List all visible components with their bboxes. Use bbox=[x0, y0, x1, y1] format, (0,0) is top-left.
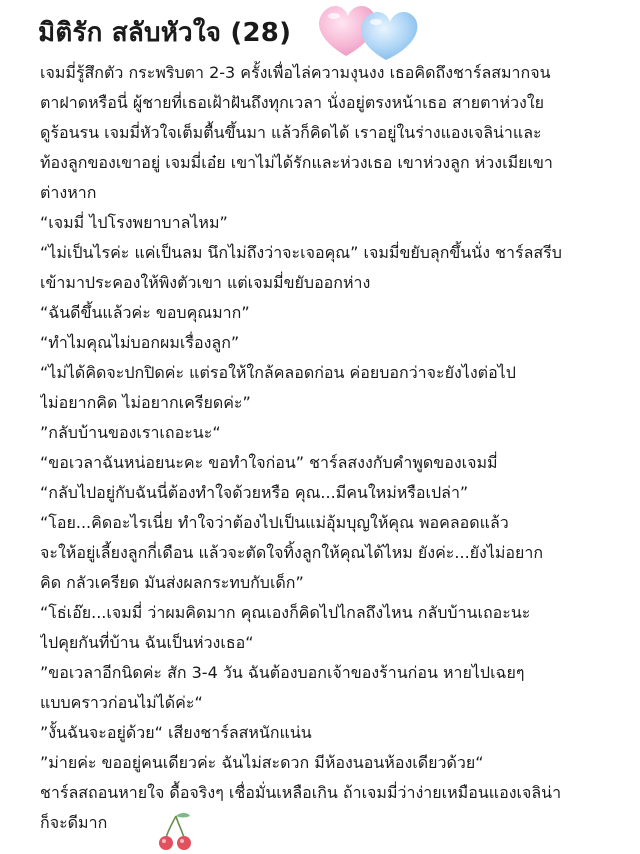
story-line: ชาร์ลสถอนหายใจ ดื้อจริงๆ เชื่อมั่นเหลือเกิน ถ้าเจมมี่ว่าง่ายเหมือนแองเจลิน่า bbox=[40, 783, 562, 802]
story-line: คิด กลัวเครียด มันส่งผลกระทบกับเด็ก” bbox=[40, 573, 304, 592]
story-line: ต่างหาก bbox=[40, 183, 97, 202]
story-line: ไม่อยากคิด ไม่อยากเครียดค่ะ” bbox=[40, 393, 251, 412]
story-line: “ทำไมคุณไม่บอกผมเรื่องลูก” bbox=[40, 333, 240, 352]
story-line: ”กลับบ้านของเราเถอะนะ“ bbox=[40, 423, 221, 442]
story-line: “เจมมี่ ไปโรงพยาบาลไหม” bbox=[40, 213, 228, 232]
story-line: “ไม่เป็นไรค่ะ แค่เป็นลม นึกไม่ถึงว่าจะเจอคุณ” เจมมี่ขยับลุกขึ้นนั่ง ชาร์ลสรีบ bbox=[40, 243, 562, 262]
story-line: ”ขอเวลาอีกนิดค่ะ สัก 3-4 วัน ฉันต้องบอกเจ้าของร้านก่อน หายไปเฉยๆ bbox=[40, 663, 525, 682]
story-line: “โธ่เอ๊ย...เจมมี่ ว่าผมคิดมาก คุณเองก็คิดไปไกลถึงไหน กลับบ้านเถอะนะ bbox=[40, 603, 531, 622]
cherry-icon bbox=[154, 810, 198, 854]
story-line: “ขอเวลาฉันหน่อยนะคะ ขอทำใจก่อน” ชาร์ลสงงกับคำพูดของเจมมี่ bbox=[40, 453, 498, 472]
story-line: ดูร้อนรน เจมมี่หัวใจเต็มตื้นขึ้นมา แล้วก็คิดได้ เราอยู่ในร่างแองเจลิน่าและ bbox=[40, 123, 542, 142]
story-line: จะให้อยู่เลี้ยงลูกกี่เดือน แล้วจะตัดใจทิ้งลูกให้คุณได้ไหม ยังค่ะ...ยังไม่อยาก bbox=[40, 543, 544, 562]
story-line: ท้องลูกของเขาอยู่ เจมมี่เอ๋ย เขาไม่ได้รักและห่วงเธอ เขาห่วงลูก ห่วงเมียเขา bbox=[40, 153, 553, 172]
pastel-hearts-icon bbox=[312, 0, 424, 64]
story-body bbox=[40, 58, 620, 838]
story-line: เจมมี่รู้สึกตัว กระพริบตา 2-3 ครั้งเพื่อไล่ความงุนงง เธอคิดถึงชาร์ลสมากจน bbox=[40, 63, 551, 82]
story-line: ตาฝาดหรือนี่ ผู้ชายที่เธอเฝ้าฝันถึงทุกเวลา นั่งอยู่ตรงหน้าเธอ สายตาห่วงใย bbox=[40, 93, 545, 112]
story-line: ก็จะดีมาก bbox=[40, 813, 108, 832]
story-line: “ฉันดีขึ้นแล้วค่ะ ขอบคุณมาก” bbox=[40, 303, 250, 322]
story-line: แบบคราวก่อนไม่ได้ค่ะ“ bbox=[40, 693, 203, 712]
story-line: ไปคุยกันที่บ้าน ฉันเป็นห่วงเธอ“ bbox=[40, 633, 254, 652]
story-line: เข้ามาประคองให้พิงตัวเขา แต่เจมมี่ขยับออกห่าง bbox=[40, 273, 371, 292]
story-line: ”ม่ายค่ะ ขออยู่คนเดียวค่ะ ฉันไม่สะดวก มีห้องนอนห้องเดียวด้วย“ bbox=[40, 753, 484, 772]
story-line: “ไม่ได้คิดจะปกปิดค่ะ แต่รอให้ใกล้คลอดก่อน ค่อยบอกว่าจะยังไงต่อไป bbox=[40, 363, 516, 382]
story-line: ”งั้นฉันจะอยู่ด้วย“ เสียงชาร์ลสหนักแน่น bbox=[40, 723, 312, 742]
story-line: “กลับไปอยู่กับฉันนี่ต้องทำใจด้วยหรือ คุณ...มีคนใหม่หรือเปล่า” bbox=[40, 483, 469, 502]
page-title: มิติรัก สลับหัวใจ (28) bbox=[38, 18, 292, 48]
story-line: “โอย...คิดอะไรเนี่ย ทำใจว่าต้องไปเป็นแม่อุ้มบุญให้คุณ พอคลอดแล้ว bbox=[40, 513, 509, 532]
